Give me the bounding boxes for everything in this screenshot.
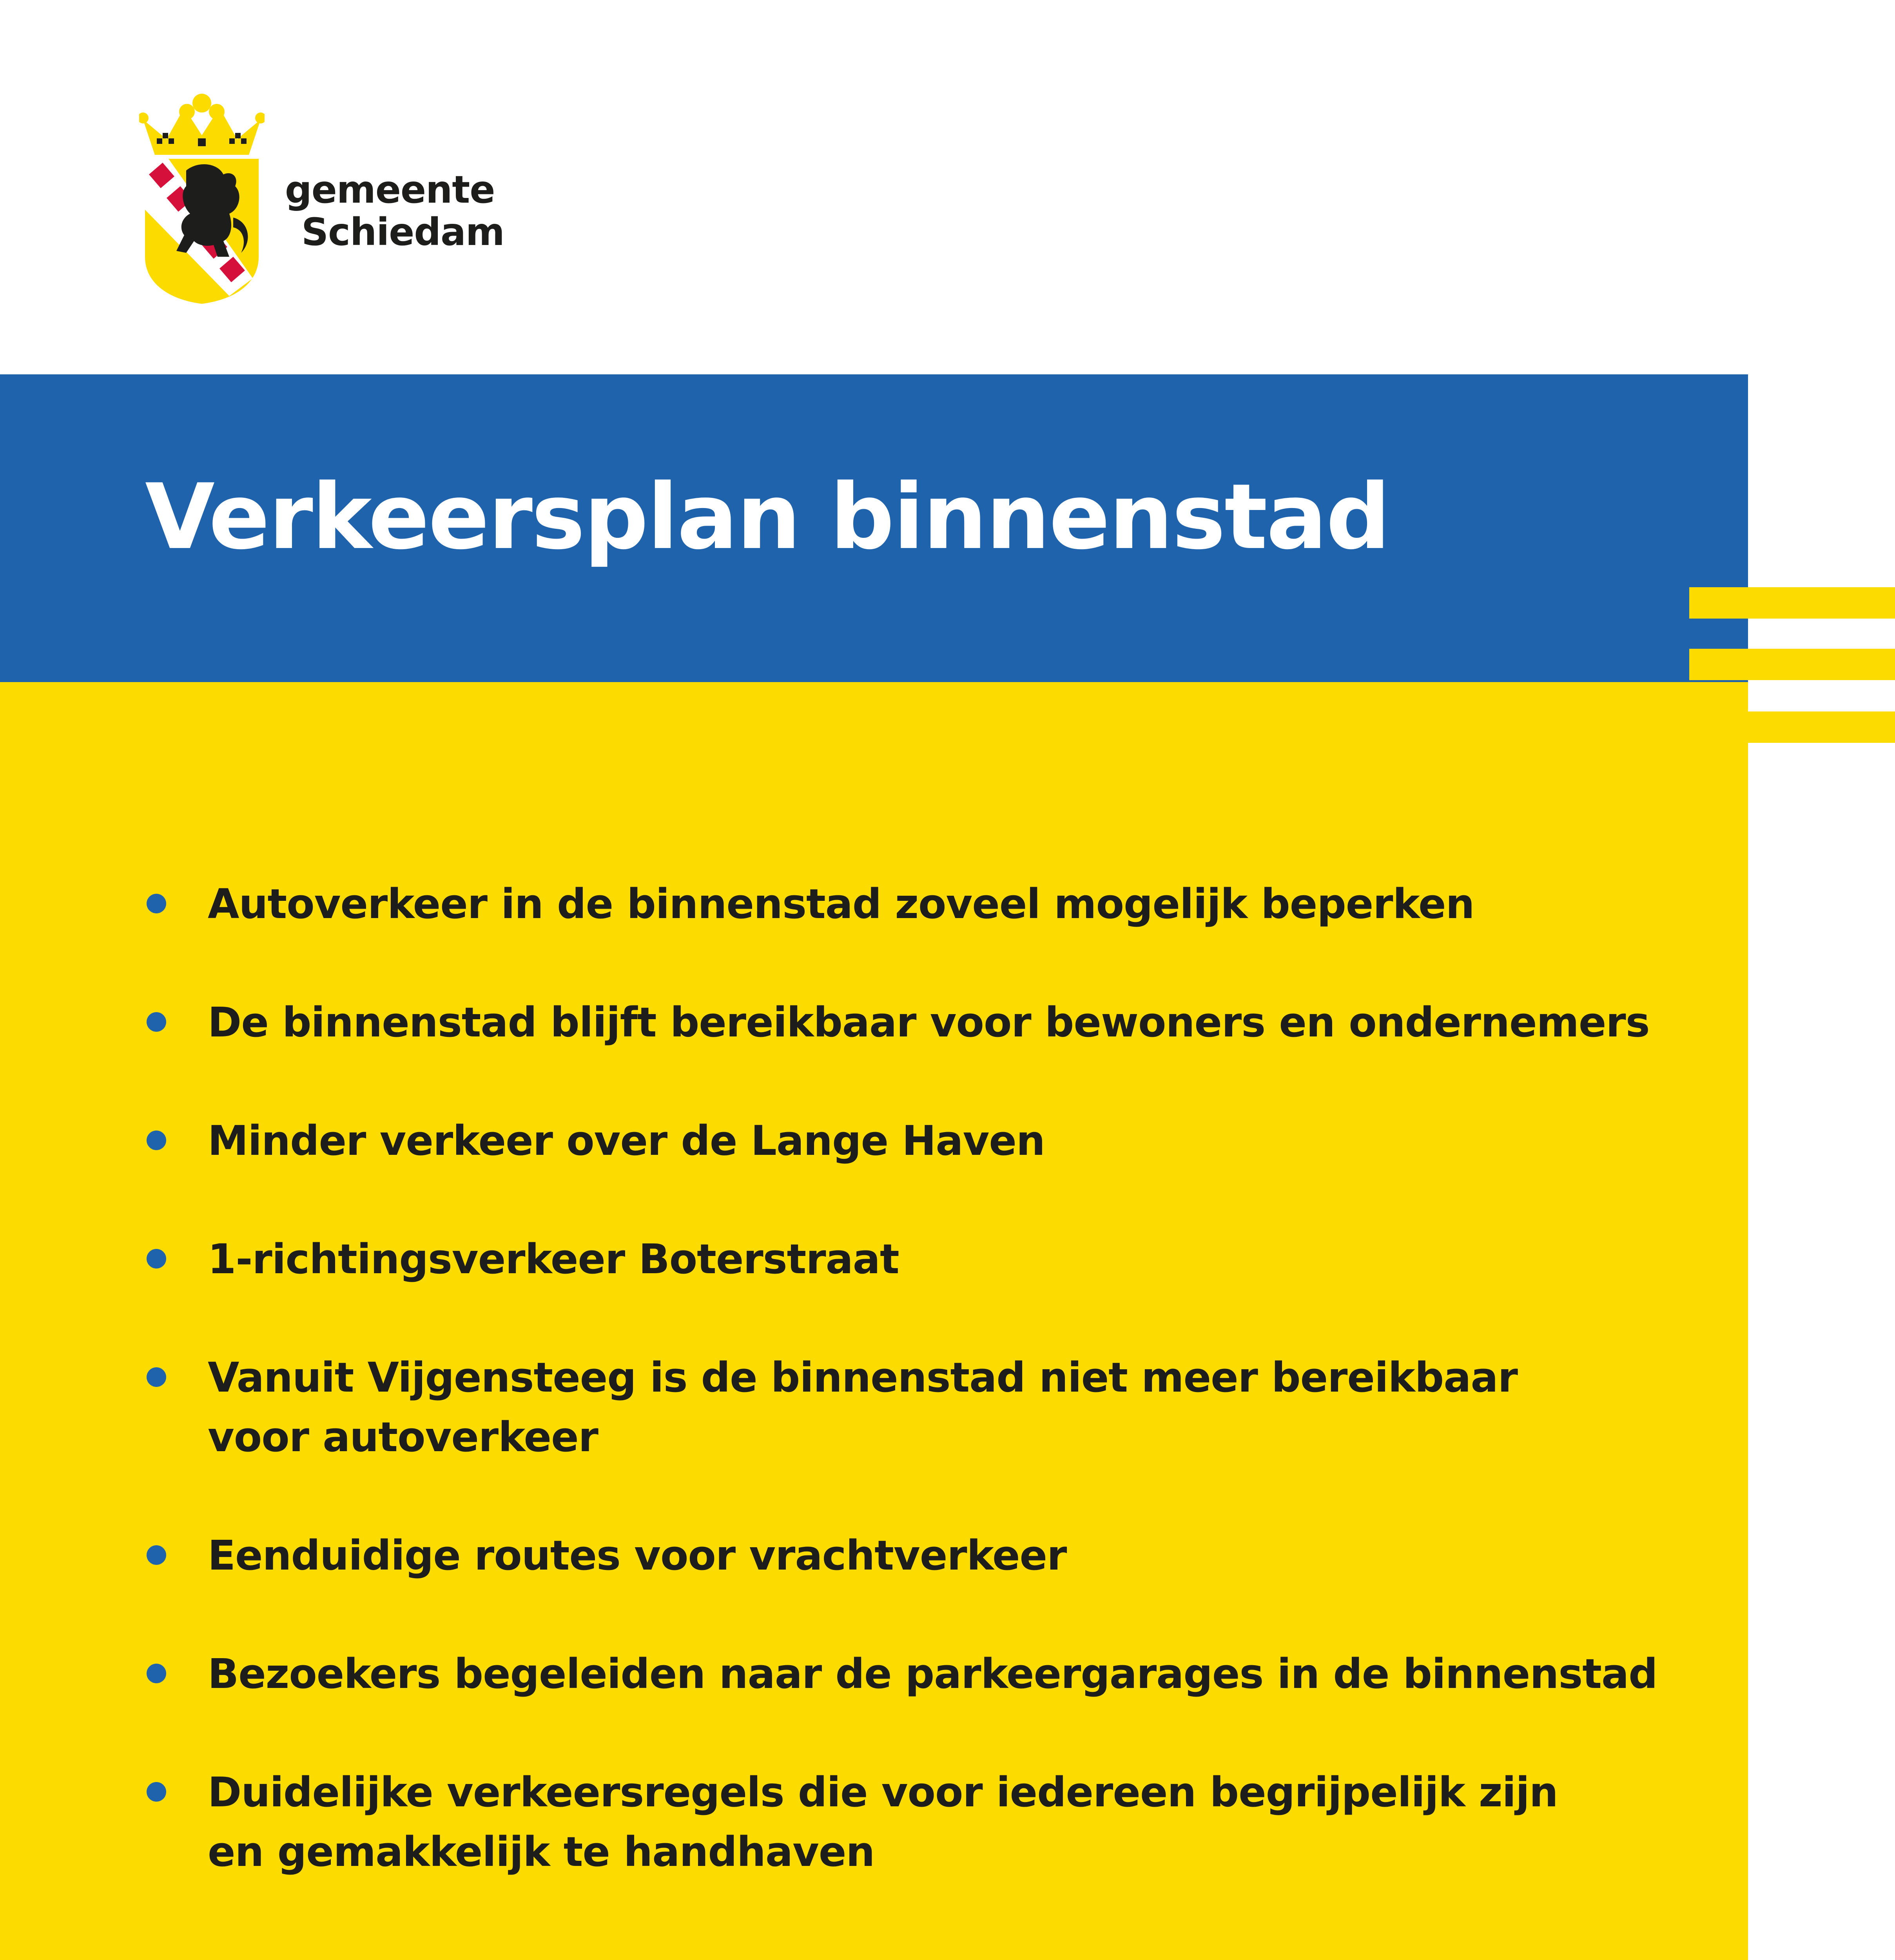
wordmark-line-1: gemeente	[285, 168, 495, 212]
list-item-text: 1-richtingsverkeer Boterstraat	[208, 1235, 899, 1283]
bullet-list	[141, 874, 1670, 1940]
list-item-text: Autoverkeer in de binnenstad zoveel mogelijk beperken	[208, 880, 1474, 928]
wordmark-line-2: Schiedam	[301, 210, 504, 254]
bullet-dot-icon	[147, 1782, 166, 1802]
bullet-dot-icon	[147, 894, 166, 913]
list-item-text: Vanuit Vijgensteeg is de binnenstad niet meer bereikbaar voor autoverkeer	[208, 1354, 1518, 1461]
list-item-text: Bezoekers begeleiden naar de parkeergarages in de binnenstad	[208, 1650, 1657, 1698]
decorative-stripe	[1689, 587, 1895, 619]
bullet-dot-icon	[147, 1367, 166, 1387]
wordmark	[285, 169, 504, 253]
bullet-dot-icon	[147, 1131, 166, 1150]
list-item	[141, 1348, 1670, 1467]
list-item	[141, 993, 1670, 1052]
list-item	[141, 1111, 1670, 1171]
list-item-text: Minder verkeer over de Lange Haven	[208, 1117, 1045, 1165]
decorative-stripe	[1689, 649, 1895, 680]
page-title: Verkeersplan binnenstad	[145, 465, 1389, 570]
list-item-text: De binnenstad blijft bereikbaar voor bewoners en ondernemers	[208, 998, 1650, 1046]
bullet-dot-icon	[147, 1012, 166, 1032]
list-item	[141, 1526, 1670, 1585]
municipality-logo	[139, 92, 531, 304]
list-item-text: Duidelijke verkeersregels die voor iedereen begrijpelijk zijn en gemakkelijk te handhaven	[208, 1768, 1558, 1876]
bullet-dot-icon	[147, 1545, 166, 1565]
decorative-stripe	[1689, 711, 1895, 743]
list-item-text: Eenduidige routes voor vrachtverkeer	[208, 1532, 1067, 1579]
title-band	[0, 374, 1748, 682]
bullet-dot-icon	[147, 1664, 166, 1683]
bullet-dot-icon	[147, 1249, 166, 1269]
list-item	[141, 1229, 1670, 1289]
list-item	[141, 874, 1670, 934]
list-item	[141, 1762, 1670, 1882]
coat-of-arms-icon	[139, 92, 265, 304]
list-item	[141, 1644, 1670, 1704]
